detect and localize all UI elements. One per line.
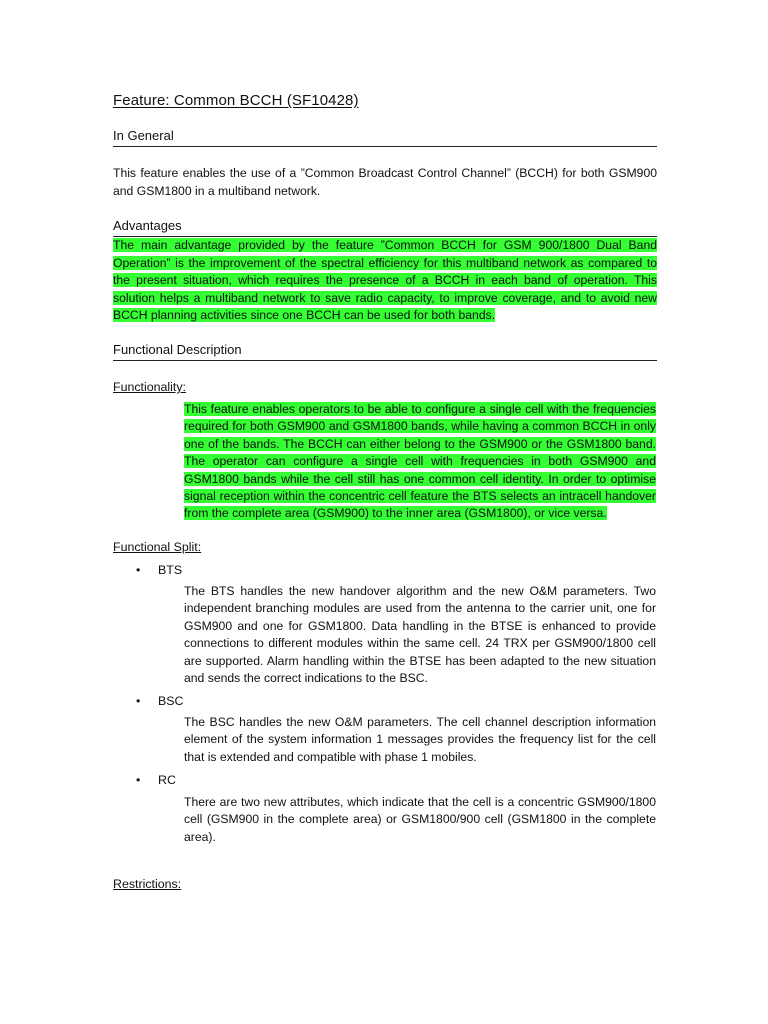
- bullet-item-rc: [136, 773, 176, 787]
- bullet-item-bsc: [136, 694, 183, 708]
- functionality-highlight: This feature enables operators to be able to configure a single cell with the frequencies required for both GSM900 and GSM1800 bands, while having a common BCCH in only one of the bands. The BCCH can either belong to the GSM900 or the GSM1800 band. The operator can configure a single cell with frequencies in both GSM900 and GSM1800 bands while the cell still has one common cell identity. In order to optimise signal reception within the concentric cell feature the BTS selects an intracell handover from the complete area (GSM900) to the inner area (GSM1800), or vice versa.: [184, 402, 656, 521]
- bullet-label: BSC: [158, 694, 184, 708]
- advantages-highlight: The main advantage provided by the feature ”Common BCCH for GSM 900/1800 Dual Band Operation” is the improvement of the spectral efficiency for this multiband network as compared to the present situation, which requires the presence of a BCCH in each band of operation. This solution helps a multiband network to save radio capacity, to improve coverage, and to avoid new BCCH planning activities since one BCCH can be used for both bands.: [113, 238, 657, 323]
- restrictions-label: Restrictions:: [113, 877, 182, 891]
- bullet-label: RC: [158, 773, 176, 787]
- functionality-label: Functionality:: [113, 380, 187, 394]
- bullet-label: BTS: [158, 563, 183, 577]
- bullet-icon: •: [136, 773, 141, 787]
- bullet-icon: •: [136, 694, 141, 708]
- bsc-paragraph: The BSC handles the new O&M parameters. The cell channel description information element of the system information 1 messages provides the frequency list for the cell that is extended and compatible with phase 1 mobiles.: [184, 715, 656, 764]
- page-title: Feature: Common BCCH (SF10428): [113, 92, 359, 109]
- bts-paragraph: The BTS handles the new handover algorithm and the new O&M parameters. Two independent branching modules are used from the antenna to the carrier unit, one for GSM900 and one for GSM1800. Data handling in the BTSE is enhanced to provide connections to different modules within the same cell. 24 TRX per GSM900/1800 cell are supported. Alarm handling within the BTSE has been adapted to the new situation and sends the correct indications to the BSC.: [184, 584, 656, 686]
- general-paragraph: This feature enables the use of a ”Common Broadcast Control Channel” (BCCH) for both GSM900 and GSM1800 in a multiband network.: [113, 166, 657, 198]
- advantages-paragraph: [113, 237, 657, 325]
- heading-in-general: In General: [113, 128, 657, 147]
- functionality-paragraph: [184, 401, 656, 523]
- heading-functional-description: Functional Description: [113, 342, 657, 361]
- rc-paragraph: There are two new attributes, which indicate that the cell is a concentric GSM900/1800 cell (GSM900 in the complete area) or GSM1800/900 cell (GSM1800 in the complete area).: [184, 795, 656, 844]
- heading-advantages: Advantages: [113, 218, 657, 237]
- bullet-item-bts: [136, 563, 182, 577]
- functional-split-label: Functional Split:: [113, 540, 202, 554]
- bullet-icon: •: [136, 563, 141, 577]
